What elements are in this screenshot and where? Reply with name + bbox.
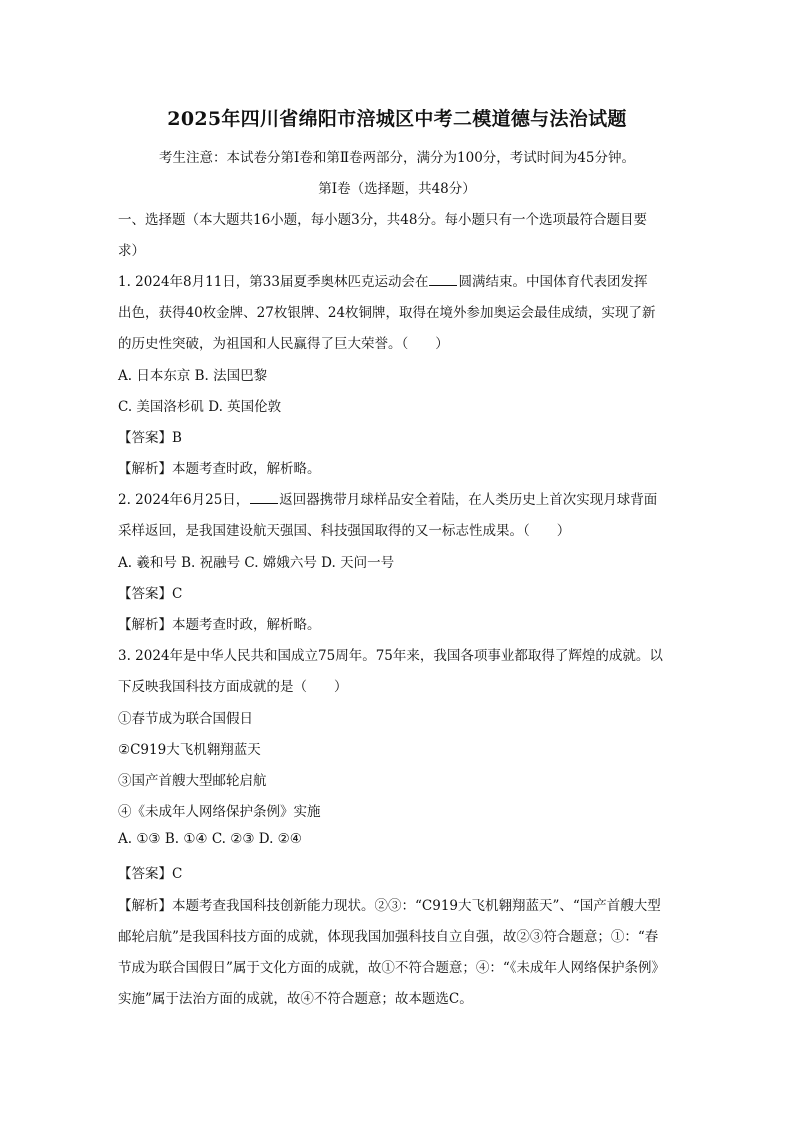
question-3-item-2: ②C919大飞机翱翔蓝天	[118, 742, 261, 758]
answer-blank	[250, 491, 278, 504]
question-3-line-1: 3. 2024年是中华人民共和国成立75周年。75年来，我国各项事业都取得了辉煌的成就。以	[118, 648, 663, 664]
question-3-line-2: 下反映我国科技方面成就的是（ ）	[118, 679, 348, 695]
question-1-options-2: C. 美国洛杉矶 D. 英国伦敦	[118, 399, 282, 415]
question-2-line-2: 采样返回，是我国建设航天强国、科技强国取得的又一标志性成果。（ ）	[118, 523, 571, 539]
part-heading: 第Ⅰ卷（选择题，共48分）	[318, 181, 476, 197]
answer-blank	[429, 273, 457, 286]
question-1-options-1: A. 日本东京 B. 法国巴黎	[118, 368, 268, 384]
exam-title: 2025年四川省绵阳市涪城区中考二模道德与法治试题	[167, 108, 627, 130]
question-2-line-1	[118, 488, 678, 508]
question-1-analysis: 【解析】本题考查时政，解析略。	[118, 461, 321, 477]
section-instruction-cont: 求）	[118, 243, 145, 259]
question-1-line-2: 出色，获得40枚金牌、27枚银牌、24枚铜牌，取得在境外参加奥运会最佳成绩，实现了新	[118, 305, 656, 321]
question-1-answer: 【答案】B	[118, 430, 182, 446]
question-2-text-a: 2. 2024年6月25日，	[118, 492, 250, 508]
exam-notice: 考生注意：本试卷分第Ⅰ卷和第Ⅱ卷两部分，满分为100分，考试时间为45分钟。	[159, 150, 635, 166]
question-2-answer: 【答案】C	[118, 586, 183, 602]
question-3-item-3: ③国产首艘大型邮轮启航	[118, 773, 267, 789]
question-1-line-3: 的历史性突破，为祖国和人民赢得了巨大荣誉。（ ）	[118, 336, 449, 352]
question-2-options: A. 羲和号 B. 祝融号 C. 嫦娥六号 D. 天问一号	[118, 555, 395, 571]
section-instruction: 一、选择题（本大题共16小题，每小题3分，共48分。每小题只有一个选项最符合题目要	[118, 212, 647, 228]
question-3-analysis-1: 【解析】本题考查我国科技创新能力现状。②③：“C919大飞机翱翔蓝天”、“国产首艘大型	[118, 898, 661, 914]
question-3-answer: 【答案】C	[118, 866, 183, 882]
question-1-line-1	[118, 270, 678, 290]
question-2-analysis: 【解析】本题考查时政，解析略。	[118, 617, 321, 633]
question-1-text-b: 圆满结束。中国体育代表团发挥	[458, 274, 648, 290]
question-3-item-1: ①春节成为联合国假日	[118, 711, 253, 727]
question-3-analysis-3: 节成为联合国假日”属于文化方面的成就，故①不符合题意；④：“《未成年人网络保护条例》	[118, 960, 666, 976]
question-3-analysis-2: 邮轮启航”是我国科技方面的成就，体现我国加强科技自立自强，故②③符合题意；①：“春	[118, 929, 659, 945]
question-3-analysis-4: 实施”属于法治方面的成就，故④不符合题意；故本题选C。	[118, 991, 473, 1007]
question-2-text-b: 返回器携带月球样品安全着陆，在人类历史上首次实现月球背面	[279, 492, 658, 508]
question-3-options: A. ①③ B. ①④ C. ②③ D. ②④	[118, 831, 302, 847]
question-3-item-4: ④《未成年人网络保护条例》实施	[118, 804, 321, 820]
question-1-text-a: 1. 2024年8月11日，第33届夏季奥林匹克运动会在	[118, 274, 429, 290]
